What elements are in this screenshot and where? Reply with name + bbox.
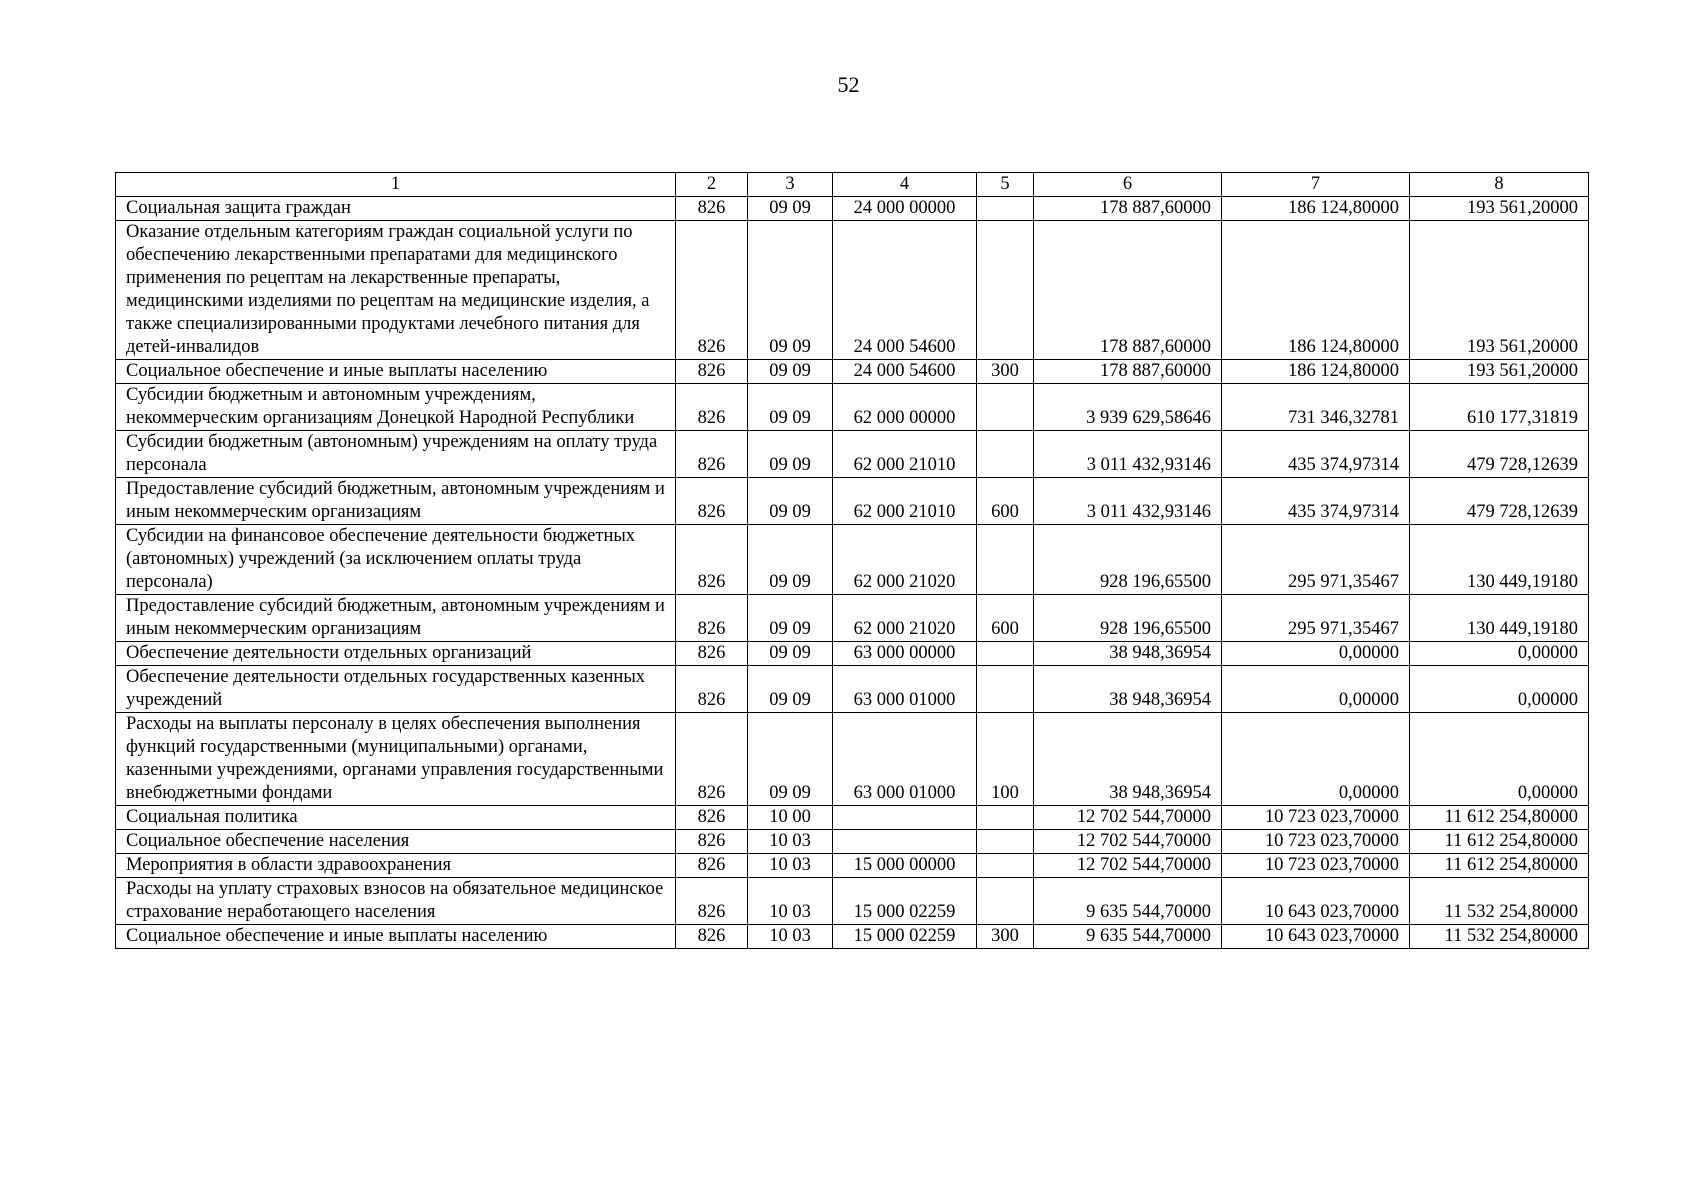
item-name-cell: Мероприятия в области здравоохранения [116, 854, 676, 878]
amount-cell-7: 435 374,97314 [1222, 431, 1410, 478]
amount-cell-8: 193 561,20000 [1410, 197, 1589, 221]
budget-table [115, 172, 1589, 949]
amount-cell-8: 0,00000 [1410, 713, 1589, 806]
target-article-cell [833, 830, 977, 854]
item-name-cell: Обеспечение деятельности отдельных организаций [116, 642, 676, 666]
code-cell: 826 [676, 431, 748, 478]
amount-cell-7: 10 643 023,70000 [1222, 925, 1410, 949]
amount-cell-8: 0,00000 [1410, 642, 1589, 666]
item-name-cell: Обеспечение деятельности отдельных государственных казенных учреждений [116, 666, 676, 713]
section-cell: 09 09 [748, 384, 833, 431]
amount-cell-6: 38 948,36954 [1034, 642, 1222, 666]
item-name-cell: Субсидии на финансовое обеспечение деятельности бюджетных (автономных) учреждений (за исключением оплаты труда персонала) [116, 525, 676, 595]
table-row [116, 666, 1589, 713]
expense-type-cell [977, 666, 1034, 713]
item-name-cell: Субсидии бюджетным (автономным) учреждениям на оплату труда персонала [116, 431, 676, 478]
amount-cell-6: 38 948,36954 [1034, 713, 1222, 806]
amount-cell-7: 10 643 023,70000 [1222, 878, 1410, 925]
amount-cell-8: 479 728,12639 [1410, 478, 1589, 525]
code-cell: 826 [676, 525, 748, 595]
expense-type-cell: 300 [977, 360, 1034, 384]
expense-type-cell [977, 854, 1034, 878]
amount-cell-6: 178 887,60000 [1034, 360, 1222, 384]
table-row [116, 595, 1589, 642]
amount-cell-8: 479 728,12639 [1410, 431, 1589, 478]
target-article-cell: 63 000 01000 [833, 666, 977, 713]
amount-cell-7: 0,00000 [1222, 713, 1410, 806]
amount-cell-6: 12 702 544,70000 [1034, 806, 1222, 830]
target-article-cell: 24 000 54600 [833, 360, 977, 384]
table-row [116, 478, 1589, 525]
amount-cell-7: 295 971,35467 [1222, 525, 1410, 595]
section-cell: 10 03 [748, 878, 833, 925]
item-name-cell: Социальная политика [116, 806, 676, 830]
header-cell-7: 7 [1222, 173, 1410, 197]
table-row [116, 197, 1589, 221]
target-article-cell: 15 000 00000 [833, 854, 977, 878]
amount-cell-8: 610 177,31819 [1410, 384, 1589, 431]
amount-cell-7: 10 723 023,70000 [1222, 830, 1410, 854]
header-cell-1: 1 [116, 173, 676, 197]
table-row [116, 925, 1589, 949]
table-row [116, 360, 1589, 384]
header-cell-8: 8 [1410, 173, 1589, 197]
expense-type-cell [977, 806, 1034, 830]
code-cell: 826 [676, 221, 748, 360]
section-cell: 09 09 [748, 197, 833, 221]
amount-cell-8: 11 532 254,80000 [1410, 925, 1589, 949]
amount-cell-6: 3 939 629,58646 [1034, 384, 1222, 431]
header-cell-6: 6 [1034, 173, 1222, 197]
amount-cell-6: 3 011 432,93146 [1034, 431, 1222, 478]
target-article-cell: 62 000 21010 [833, 478, 977, 525]
expense-type-cell [977, 384, 1034, 431]
table-row [116, 854, 1589, 878]
code-cell: 826 [676, 197, 748, 221]
item-name-cell: Социальная защита граждан [116, 197, 676, 221]
amount-cell-8: 0,00000 [1410, 666, 1589, 713]
target-article-cell: 63 000 00000 [833, 642, 977, 666]
section-cell: 09 09 [748, 666, 833, 713]
section-cell: 09 09 [748, 478, 833, 525]
target-article-cell [833, 806, 977, 830]
expense-type-cell [977, 525, 1034, 595]
table-row [116, 713, 1589, 806]
code-cell: 826 [676, 854, 748, 878]
section-cell: 10 03 [748, 854, 833, 878]
amount-cell-7: 186 124,80000 [1222, 221, 1410, 360]
code-cell: 826 [676, 830, 748, 854]
amount-cell-6: 3 011 432,93146 [1034, 478, 1222, 525]
amount-cell-7: 186 124,80000 [1222, 360, 1410, 384]
amount-cell-8: 130 449,19180 [1410, 525, 1589, 595]
target-article-cell: 62 000 00000 [833, 384, 977, 431]
section-cell: 09 09 [748, 525, 833, 595]
expense-type-cell [977, 878, 1034, 925]
section-cell: 10 03 [748, 830, 833, 854]
expense-type-cell [977, 431, 1034, 478]
expense-type-cell [977, 197, 1034, 221]
amount-cell-7: 186 124,80000 [1222, 197, 1410, 221]
code-cell: 826 [676, 878, 748, 925]
amount-cell-6: 928 196,65500 [1034, 525, 1222, 595]
table-row [116, 830, 1589, 854]
expense-type-cell: 100 [977, 713, 1034, 806]
target-article-cell: 15 000 02259 [833, 925, 977, 949]
table-header-row [116, 173, 1589, 197]
section-cell: 09 09 [748, 360, 833, 384]
amount-cell-8: 193 561,20000 [1410, 221, 1589, 360]
item-name-cell: Субсидии бюджетным и автономным учреждениям, некоммерческим организациям Донецкой Народной Республики [116, 384, 676, 431]
target-article-cell: 62 000 21010 [833, 431, 977, 478]
item-name-cell: Социальное обеспечение населения [116, 830, 676, 854]
table-row [116, 642, 1589, 666]
amount-cell-7: 295 971,35467 [1222, 595, 1410, 642]
expense-type-cell [977, 830, 1034, 854]
amount-cell-6: 178 887,60000 [1034, 221, 1222, 360]
code-cell: 826 [676, 384, 748, 431]
section-cell: 10 00 [748, 806, 833, 830]
amount-cell-6: 12 702 544,70000 [1034, 854, 1222, 878]
amount-cell-8: 130 449,19180 [1410, 595, 1589, 642]
amount-cell-6: 38 948,36954 [1034, 666, 1222, 713]
section-cell: 10 03 [748, 925, 833, 949]
section-cell: 09 09 [748, 221, 833, 360]
table-row [116, 384, 1589, 431]
code-cell: 826 [676, 713, 748, 806]
header-cell-4: 4 [833, 173, 977, 197]
amount-cell-8: 11 612 254,80000 [1410, 806, 1589, 830]
section-cell: 09 09 [748, 713, 833, 806]
amount-cell-6: 12 702 544,70000 [1034, 830, 1222, 854]
code-cell: 826 [676, 595, 748, 642]
item-name-cell: Социальное обеспечение и иные выплаты населению [116, 925, 676, 949]
code-cell: 826 [676, 925, 748, 949]
target-article-cell: 62 000 21020 [833, 525, 977, 595]
code-cell: 826 [676, 360, 748, 384]
item-name-cell: Предоставление субсидий бюджетным, автономным учреждениям и иным некоммерческим организациям [116, 595, 676, 642]
section-cell: 09 09 [748, 595, 833, 642]
code-cell: 826 [676, 806, 748, 830]
target-article-cell: 15 000 02259 [833, 878, 977, 925]
expense-type-cell [977, 642, 1034, 666]
amount-cell-6: 178 887,60000 [1034, 197, 1222, 221]
amount-cell-6: 928 196,65500 [1034, 595, 1222, 642]
header-cell-3: 3 [748, 173, 833, 197]
target-article-cell: 63 000 01000 [833, 713, 977, 806]
header-cell-2: 2 [676, 173, 748, 197]
table-body [116, 173, 1589, 949]
target-article-cell: 24 000 00000 [833, 197, 977, 221]
amount-cell-8: 193 561,20000 [1410, 360, 1589, 384]
header-cell-5: 5 [977, 173, 1034, 197]
page-number: 52 [837, 72, 860, 97]
expense-type-cell [977, 221, 1034, 360]
code-cell: 826 [676, 642, 748, 666]
code-cell: 826 [676, 478, 748, 525]
amount-cell-6: 9 635 544,70000 [1034, 878, 1222, 925]
amount-cell-7: 731 346,32781 [1222, 384, 1410, 431]
section-cell: 09 09 [748, 431, 833, 478]
item-name-cell: Предоставление субсидий бюджетным, автономным учреждениям и иным некоммерческим организациям [116, 478, 676, 525]
amount-cell-8: 11 612 254,80000 [1410, 854, 1589, 878]
amount-cell-8: 11 612 254,80000 [1410, 830, 1589, 854]
table-row [116, 221, 1589, 360]
expense-type-cell: 300 [977, 925, 1034, 949]
target-article-cell: 62 000 21020 [833, 595, 977, 642]
table-row [116, 878, 1589, 925]
table-row [116, 806, 1589, 830]
item-name-cell: Расходы на уплату страховых взносов на обязательное медицинское страхование неработающего населения [116, 878, 676, 925]
target-article-cell: 24 000 54600 [833, 221, 977, 360]
amount-cell-7: 10 723 023,70000 [1222, 806, 1410, 830]
expense-type-cell: 600 [977, 595, 1034, 642]
code-cell: 826 [676, 666, 748, 713]
table-row [116, 525, 1589, 595]
expense-type-cell: 600 [977, 478, 1034, 525]
table-row [116, 431, 1589, 478]
item-name-cell: Оказание отдельным категориям граждан социальной услуги по обеспечению лекарственными препаратами для медицинского применения по рецептам на лекарственные препараты, медицинскими изделиями по рецептам на медицинские изделия, а также специализированными продуктами лечебного питания для детей-инвалидов [116, 221, 676, 360]
item-name-cell: Социальное обеспечение и иные выплаты населению [116, 360, 676, 384]
amount-cell-6: 9 635 544,70000 [1034, 925, 1222, 949]
amount-cell-8: 11 532 254,80000 [1410, 878, 1589, 925]
section-cell: 09 09 [748, 642, 833, 666]
amount-cell-7: 435 374,97314 [1222, 478, 1410, 525]
amount-cell-7: 10 723 023,70000 [1222, 854, 1410, 878]
item-name-cell: Расходы на выплаты персоналу в целях обеспечения выполнения функций государственными (муниципальными) органами, казенными учреждениями, органами управления государственными внебюджетными фондами [116, 713, 676, 806]
amount-cell-7: 0,00000 [1222, 666, 1410, 713]
amount-cell-7: 0,00000 [1222, 642, 1410, 666]
